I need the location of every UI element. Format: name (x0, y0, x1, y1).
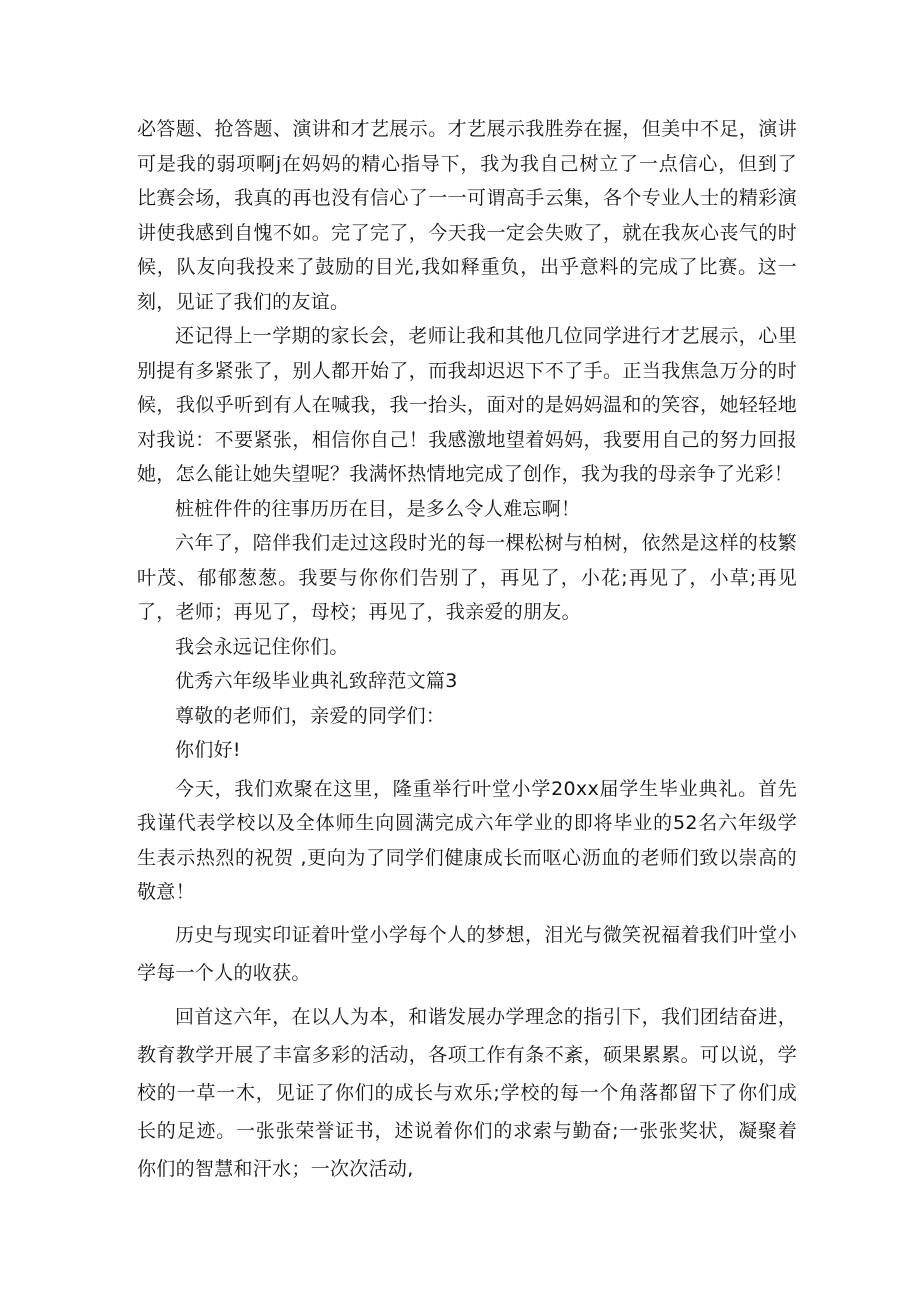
paragraph-review: 回首这六年，在以人为本，和谐发展办学理念的指引下，我们团结奋进，教育教学开展了丰富多彩的活动，各项工作有条不紊，硕果累累。可以说，学校的一草一木，见证了你们的成长与欢乐;学校的每一个角落都留下了你们成长的足迹。一张张荣誉证书，述说着你们的求索与勤奋;一张张奖状，凝聚着你们的智慧和汗水；一次次活动, (137, 1005, 797, 1180)
greeting: 你们好! (175, 739, 241, 761)
paragraph-parent-meeting: 还记得上一学期的家长会，老师让我和其他几位同学进行才艺展示，心里别提有多紧张了，别人都开始了，而我却迟迟下不了手。正当我焦急万分的时候，我似乎听到有人在喊我，我一抬头，面对的是妈妈温和的笑容，她轻轻地对我说：不要紧张，相信你自己！我感激地望着妈妈，我要用自己的努力回报她，怎么能让她失望呢？我满怀热情地完成了创作，我为我的母亲争了光彩！ (137, 325, 797, 485)
paragraph-remember: 我会永远记住你们。 (175, 635, 349, 658)
paragraph-competition: 必答题、抢答题、演讲和才艺展示。才艺展示我胜券在握，但美中不足，演讲可是我的弱项啊j在妈妈的精心指导下，我为我自己树立了一点信心，但到了比赛会场，我真的再也没有信心了一一可谓高手云集，各个专业人士的精彩演讲使我感到自愧不如。完了完了，今天我一定会失败了，就在我灰心丧气的时候，队友向我投来了鼓励的目光,我如释重负，出乎意料的完成了比赛。这一刻，见证了我们的友谊。 (137, 118, 797, 313)
paragraph-history: 历史与现实印证着叶堂小学每个人的梦想，泪光与微笑祝福着我们叶堂小学每一个人的收获。 (137, 923, 797, 984)
salutation: 尊敬的老师们，亲爱的同学们： (175, 704, 446, 727)
paragraph-memories: 桩桩件件的往事历历在目，是多么令人难忘啊！ (175, 497, 581, 520)
paragraph-farewell: 六年了，陪伴我们走过这段时光的每一棵松树与柏树，依然是这样的枝繁叶茂、郁郁葱葱。我要与你你们告别了，再见了，小花;再见了，小草;再见了，老师；再见了，母校；再见了，我亲爱的朋友。 (137, 532, 797, 623)
paragraph-ceremony: 今天，我们欢聚在这里，隆重举行叶堂小学20xx届学生毕业典礼。首先我谨代表学校以及全体师生向圆满完成六年学业的即将毕业的52名六年级学生表示热烈的祝贺 ,更向为了同学们健康成长而呕心沥血的老师们致以崇高的敬意！ (137, 777, 797, 903)
document-page (137, 112, 797, 1188)
section-title: 优秀六年级毕业典礼致辞范文篇3 (175, 670, 458, 692)
